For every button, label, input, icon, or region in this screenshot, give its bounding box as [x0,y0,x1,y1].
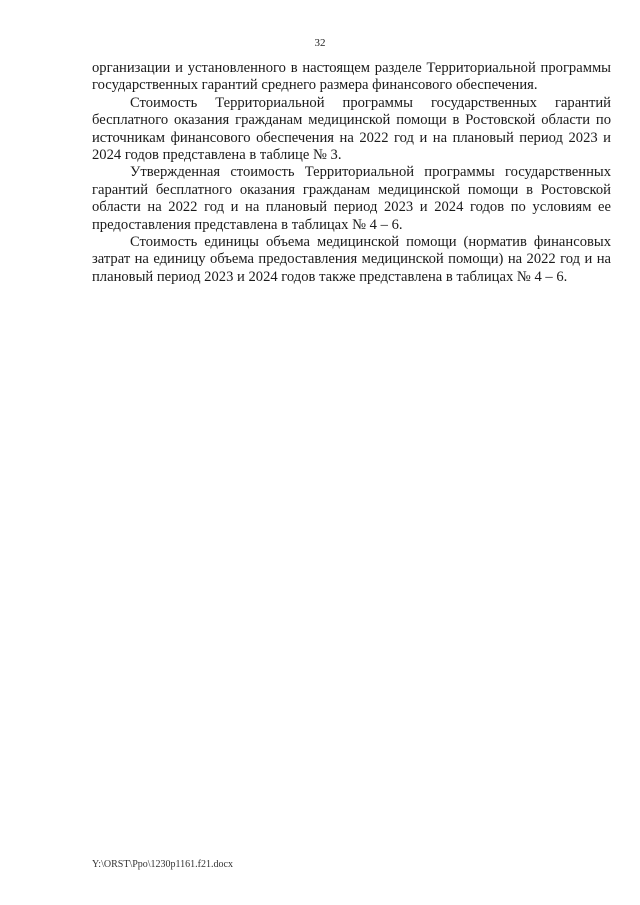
paragraph-continuation: организации и установленного в настоящем разделе Территориальной программы государственных гарантий среднего размера финансового обеспечения. [92,60,611,94]
page-number: 32 [314,37,326,49]
paragraph-approved-cost: Утвержденная стоимость Территориальной программы государственных гарантий бесплатного оказания гражданам медицинской помощи в Ростовской области на 2022 год и на плановый период 2023 и 2024 годов по условиям ее предоставления представлена в таблицах № 4 – 6. [92,164,611,233]
footer-file-path: Y:\ORST\Ppo\1230p1161.f21.docx [92,859,233,870]
paragraph-program-cost: Стоимость Территориальной программы государственных гарантий бесплатного оказания гражданам медицинской помощи в Ростовской области по источникам финансового обеспечения на 2022 год и на плановый период 2023 и 2024 годов представлена в таблице № 3. [92,94,611,164]
document-body [92,60,611,286]
paragraph-unit-cost: Стоимость единицы объема медицинской помощи (норматив финансовых затрат на единицу объема предоставления медицинской помощи) на 2022 год и на плановый период 2023 и 2024 годов также представлена в таблицах № 4 – 6. [92,234,611,285]
